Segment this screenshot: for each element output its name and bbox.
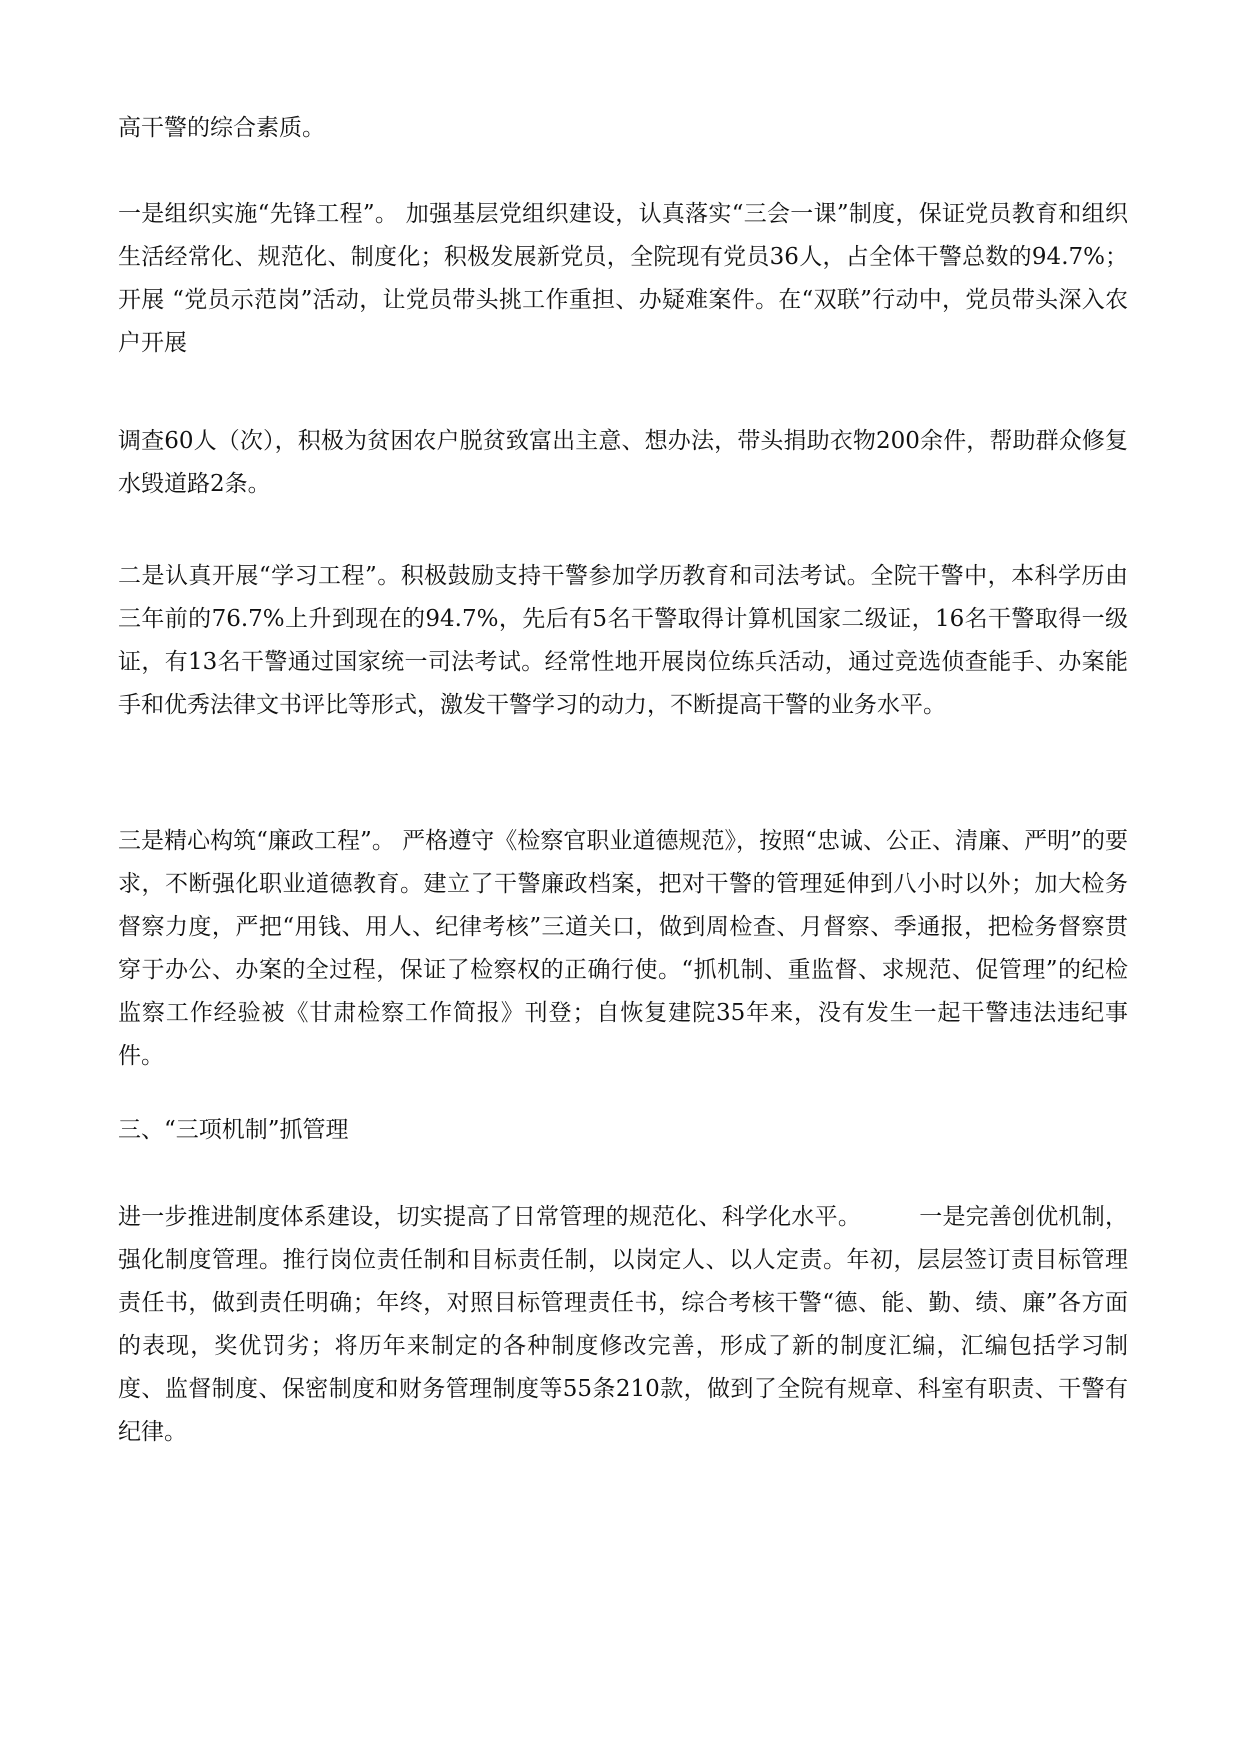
paragraph-integrity-project: 三是精心构筑“廉政工程”。 严格遵守《检察官职业道德规范》，按照“忠诚、公正、清廉、严明”的要求，不断强化职业道德教育。建立了干警廉政档案，把对干警的管理延伸到八小时以外；加大检务督察力度，严把“用钱、用人、纪律考核”三道关口，做到周检查、月督察、季通报，把检务督察贯穿于办公、办案的全过程，保证了检察权的正确行使。“抓机制、重监督、求规范、促管理”的纪检监察工作经验被《甘肃检察工作简报》刊登；自恢复建院35年来，没有发生一起干警违法违纪事件。 xyxy=(118,828,1128,1069)
section-heading: 三、“三项机制”抓管理 xyxy=(118,1117,349,1143)
paragraph-system-building: 进一步推进制度体系建设，切实提高了日常管理的规范化、科学化水平。 一是完善创优机制，强化制度管理。推行岗位责任制和目标责任制，以岗定人、以人定责。年初，层层签订责目标管理责任书，做到责任明确；年终，对照目标管理责任书，综合考核干警“德、能、勤、绩、廉”各方面的表现，奖优罚劣；将历年来制定的各种制度修改完善，形成了新的制度汇编，汇编包括学习制度、监督制度、保密制度和财务管理制度等55条210款，做到了全院有规章、科室有职责、干警有纪律。 xyxy=(118,1204,1128,1445)
paragraph-learning-project: 二是认真开展“学习工程”。积极鼓励支持干警参加学历教育和司法考试。全院干警中，本科学历由三年前的76.7%上升到现在的94.7%，先后有5名干警取得计算机国家二级证，16名干警取得一级证，有13名干警通过国家统一司法考试。经常性地开展岗位练兵活动，通过竞选侦查能手、办案能手和优秀法律文书评比等形式，激发干警学习的动力，不断提高干警的业务水平。 xyxy=(118,563,1128,718)
paragraph-pioneer-project: 一是组织实施“先锋工程”。 加强基层党组织建设，认真落实“三会一课”制度，保证党员教育和组织生活经常化、规范化、制度化；积极发展新党员，全院现有党员36人，占全体干警总数的94.7%；开展 “党员示范岗”活动，让党员带头挑工作重担、办疑难案件。在“双联”行动中，党员带头深入农户开展 xyxy=(118,201,1128,356)
paragraph-intro: 高干警的综合素质。 xyxy=(118,115,325,141)
paragraph-survey: 调查60人（次），积极为贫困农户脱贫致富出主意、想办法，带头捐助衣物200余件，帮助群众修复水毁道路2条。 xyxy=(118,428,1128,497)
